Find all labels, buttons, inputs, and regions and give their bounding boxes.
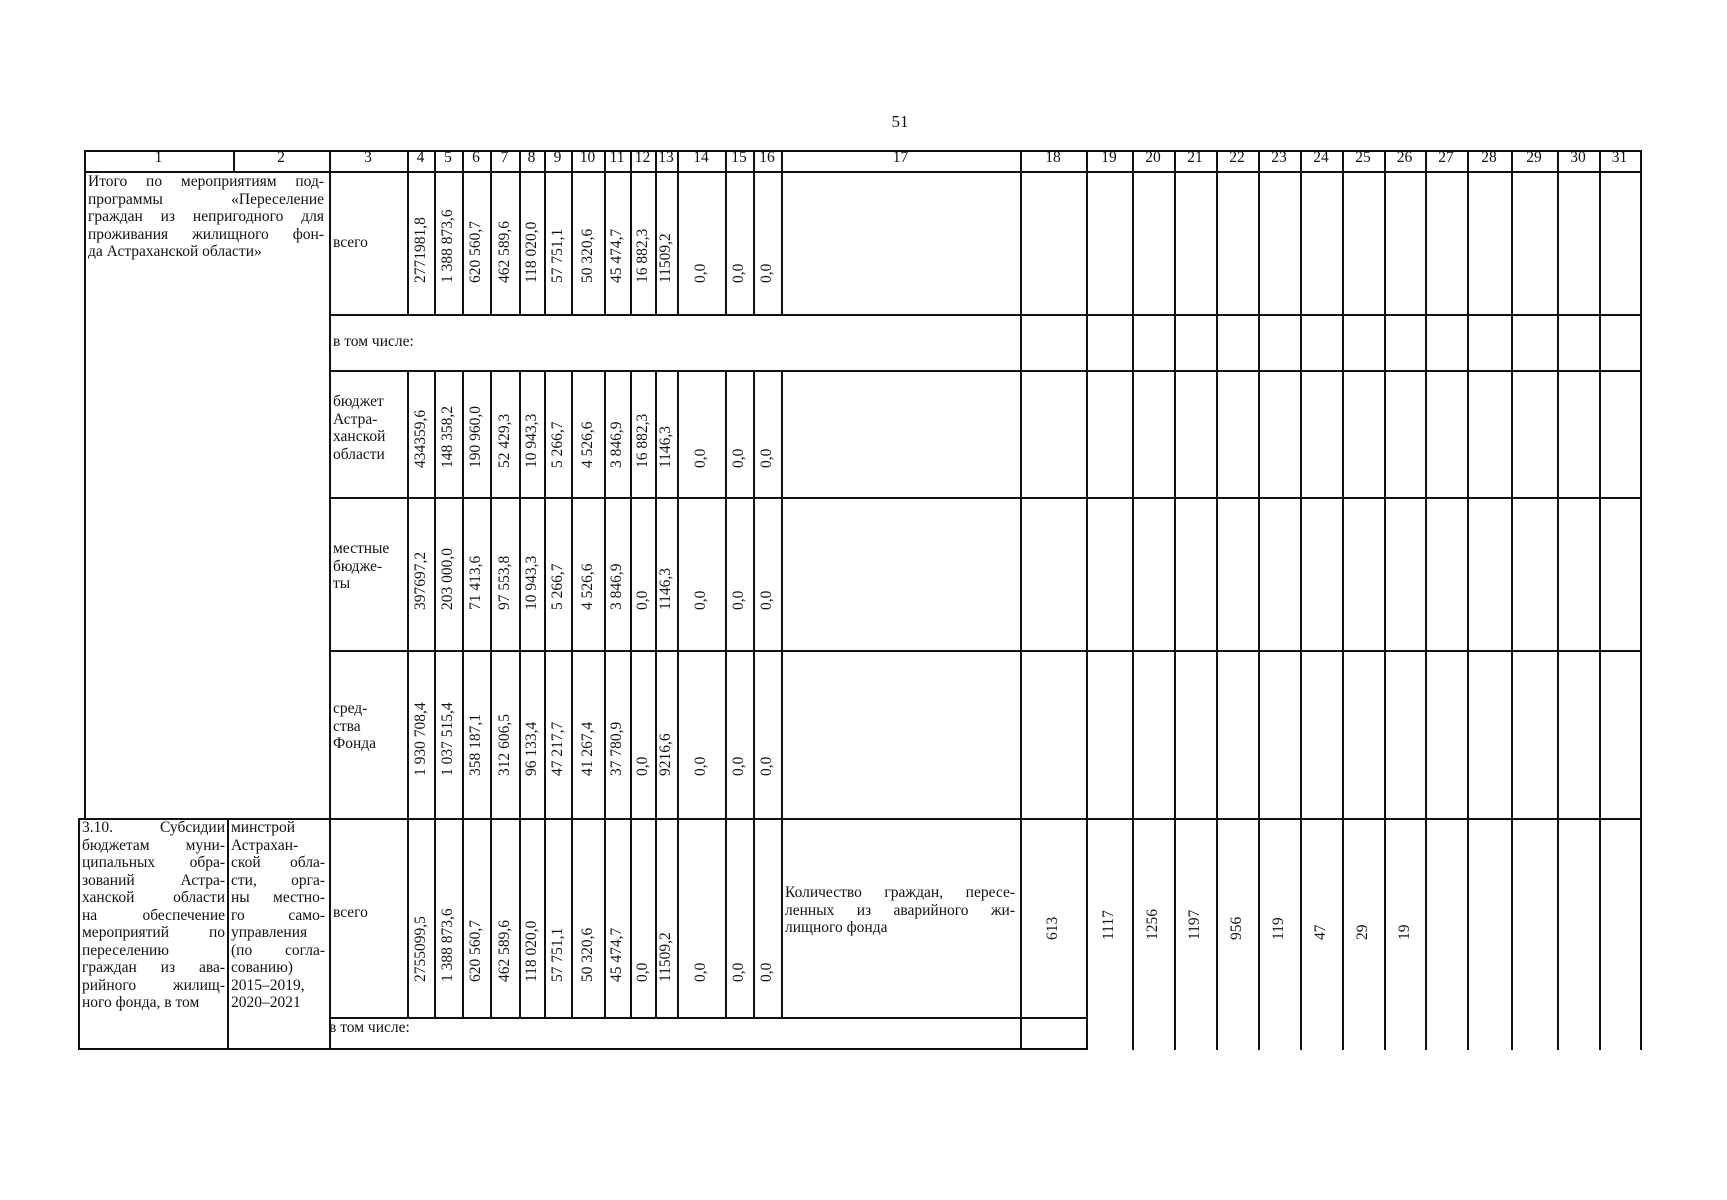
page-number: 51 [891,112,909,131]
table-rule [407,818,409,1019]
amount-value: 97 553,8 [495,555,513,610]
amount-value: 16 882,3 [633,228,651,283]
table-rule [519,171,521,314]
amount-value: 462 589,6 [495,920,513,982]
column-number: 30 [1570,149,1586,166]
table-rule [407,370,409,818]
column-number: 18 [1045,149,1061,166]
amount-value: 1 388 873,6 [439,209,456,283]
amount-value: 434359,6 [411,409,429,468]
table-rule [1174,171,1176,818]
table-rule [1132,818,1134,1050]
amount-value: 1 037 515,4 [439,702,456,776]
table-rule [753,370,755,818]
table-rule [519,370,521,818]
table-rule [630,370,632,818]
table-rule [1132,171,1134,818]
amount-value: 11509,2 [657,233,674,283]
table-rule [1258,171,1260,818]
table-rule [329,1017,1022,1019]
table-rule [329,650,1642,652]
column-number: 11 [609,149,625,166]
block2-executor: минстрой Астрахан- ской обла- сти, орга- ны местно- го само- управления (по согла- сованию) 2015–2019, 2020–2021 [231,819,325,1011]
block2-title: 3.10. Субсидии бюджетам муни- ципальных обра- зований Астра- ханской области на обеспечение мероприятий по переселению граждан из ава- рийного жилищ- ного фонда, в том [82,819,225,1011]
table-rule [1342,818,1344,1050]
amount-value: 1 388 873,6 [439,908,456,982]
column-number: 5 [444,149,452,166]
amount-value: 50 320,6 [578,927,596,982]
column-number: 23 [1271,149,1287,166]
table-rule [329,370,1642,372]
indicator-value: 19 [1395,924,1413,940]
table-rule [1640,818,1642,1050]
column-number: 4 [416,149,425,166]
table-rule [1467,171,1469,818]
table-rule [604,171,606,314]
amount-value: 3 846,9 [608,421,625,468]
table-rule [604,370,606,818]
column-number: 1 [154,149,163,166]
table-rule [725,818,727,1019]
amount-value: 57 751,1 [548,228,566,283]
table-rule [1425,818,1427,1050]
funding-source-label: всего [333,234,368,251]
column-number: 21 [1187,149,1203,166]
amount-value: 1 930 708,4 [411,702,429,776]
amount-value: 0,0 [730,590,747,610]
indicator-value: 613 [1044,916,1061,940]
indicator-value: 1117 [1100,910,1117,940]
column-number: 22 [1229,149,1245,166]
column-number: 9 [553,149,562,166]
table-rule [1020,314,1642,316]
table-rule [434,171,436,314]
table-rule [329,171,331,818]
table-rule [1216,171,1218,818]
table-rule [490,818,492,1019]
table-rule [655,818,657,1019]
amount-value: 0,0 [758,448,775,468]
amount-value: 0,0 [692,590,709,610]
amount-value: 4 526,6 [578,421,596,468]
amount-value: 0,0 [692,756,709,776]
amount-value: 11509,2 [657,932,674,982]
column-number: 12 [634,149,651,166]
table-rule [1384,818,1386,1050]
amount-value: 50 320,6 [578,228,596,283]
table-rule [407,171,409,314]
indicator-value: 29 [1354,924,1371,940]
amount-value: 0,0 [758,590,775,610]
amount-value: 4 526,6 [578,563,596,610]
table-rule [630,171,632,314]
table-rule [1640,150,1642,173]
amount-value: 96 133,4 [522,721,540,776]
table-rule [1020,1017,1088,1019]
table-rule [1300,171,1302,818]
amount-value: 1146,3 [657,425,674,468]
column-number: 31 [1611,149,1628,166]
table-rule [1020,314,1022,370]
column-number: 6 [472,149,480,166]
amount-value: 5 266,7 [548,421,566,468]
column-number: 19 [1101,149,1117,166]
column-number: 25 [1355,149,1371,166]
indicator-value: 1256 [1144,909,1161,940]
amount-value: 118 020,0 [522,920,540,982]
indicator-value: 956 [1228,916,1245,940]
indicator-name: Количество граждан, пересе- ленных из аварийного жи- лищного фонда [785,884,1015,936]
table-rule [1425,171,1427,818]
funding-source-label: бюджет Астра- ханской области [333,393,386,463]
table-rule [1300,818,1302,1050]
column-number: 26 [1396,149,1413,166]
amount-value: 0,0 [633,590,651,610]
indicator-value: 47 [1312,924,1329,940]
amount-value: 45 474,7 [608,927,625,982]
block1-title: Итого по мероприятиям под- программы «Переселение граждан из непригодного для проживания жилищного фон- да Астраханской области» [88,173,324,260]
amount-value: 16 882,3 [633,413,651,468]
amount-value: 45 474,7 [608,228,625,283]
amount-value: 190 960,0 [467,406,484,468]
amount-value: 0,0 [692,263,709,283]
amount-value: 47 217,7 [548,721,566,776]
indicator-value: 119 [1270,917,1287,940]
table-rule [1086,818,1088,1050]
amount-value: 2771981,8 [411,217,429,283]
column-number: 13 [658,149,674,166]
table-rule [1174,818,1176,1050]
amount-value: 620 560,7 [467,920,484,982]
amount-value: 462 589,6 [495,221,513,283]
amount-value: 0,0 [633,962,651,982]
table-rule [519,818,521,1019]
table-rule [781,370,783,818]
table-rule [1216,818,1218,1050]
table-rule [1599,171,1601,818]
table-rule [677,171,679,314]
amount-value: 3 846,9 [608,563,625,610]
table-rule [78,818,80,1050]
table-rule [462,370,464,818]
amount-value: 203 000,0 [439,548,456,610]
table-rule [227,818,229,1050]
table-rule [781,171,783,314]
table-rule [1557,818,1559,1050]
amount-value: 2755099,5 [411,916,429,982]
table-rule [1384,171,1386,818]
amount-value: 37 780,9 [608,721,625,776]
amount-value: 0,0 [730,448,747,468]
table-rule [725,171,727,314]
table-rule [1020,370,1022,818]
table-rule [544,171,546,314]
amount-value: 10 943,3 [522,413,540,468]
table-rule [630,818,632,1019]
table-rule [1467,818,1469,1050]
amount-value: 10 943,3 [522,555,540,610]
amount-value: 0,0 [758,263,775,283]
amount-value: 0,0 [692,962,709,982]
column-number: 29 [1526,149,1542,166]
amount-value: 0,0 [633,756,651,776]
amount-value: 0,0 [730,263,747,283]
column-number: 8 [527,149,536,166]
table-rule [571,171,573,314]
amount-value: 9216,6 [657,733,674,776]
amount-value: 0,0 [758,756,775,776]
funding-source-label: всего [333,904,368,921]
table-rule [1086,171,1088,818]
column-number: 27 [1438,149,1454,166]
amount-value: 57 751,1 [548,927,566,982]
amount-value: 5 266,7 [548,563,566,610]
column-number: 15 [731,149,747,166]
table-rule [434,370,436,818]
table-bottom-rule [78,1048,1088,1050]
column-number: 17 [892,149,909,166]
table-rule [84,171,86,818]
table-rule [462,171,464,314]
table-rule [490,370,492,818]
funding-source-label: сред- ства Фонда [333,700,377,752]
amount-value: 312 606,5 [495,714,513,776]
amount-value: 1146,3 [657,567,674,610]
amount-value: 397697,2 [411,551,429,610]
including-label: в том числе: [333,333,414,350]
table-rule [1342,171,1344,818]
table-rule [490,171,492,314]
table-rule [571,818,573,1019]
table-rule [329,497,1642,499]
table-rule [1640,171,1642,818]
table-rule [329,818,331,1050]
table-rule [1258,818,1260,1050]
amount-value: 0,0 [758,962,775,982]
amount-value: 71 413,6 [467,555,484,610]
table-rule [753,818,755,1019]
amount-value: 0,0 [730,756,747,776]
column-number: 16 [759,149,775,166]
table-rule [329,314,1022,316]
table-rule [571,370,573,818]
column-number: 24 [1313,149,1329,166]
column-number: 14 [693,149,709,166]
table-rule [1557,171,1559,818]
table-rule [1020,171,1022,314]
column-number: 28 [1481,149,1497,166]
table-rule [1511,171,1513,818]
table-rule [434,818,436,1019]
column-number: 10 [579,149,596,166]
table-rule [753,171,755,314]
column-number: 7 [500,149,509,166]
table-rule [1020,818,1022,1050]
amount-value: 0,0 [730,962,747,982]
funding-source-label: местные бюдже- ты [333,540,390,592]
table-rule [544,370,546,818]
amount-value: 620 560,7 [467,221,484,283]
amount-value: 0,0 [692,448,709,468]
column-number: 2 [277,149,285,166]
column-number: 20 [1145,149,1161,166]
amount-value: 52 429,3 [495,413,513,468]
table-rule [462,818,464,1019]
table-rule [1599,818,1601,1050]
table-rule [1511,818,1513,1050]
amount-value: 358 187,1 [467,714,484,776]
table-rule [677,370,679,818]
table-rule [604,818,606,1019]
amount-value: 118 020,0 [522,221,540,283]
table-rule [781,818,783,1019]
table-rule [677,818,679,1019]
table-rule [725,370,727,818]
table-rule [544,818,546,1019]
amount-value: 148 358,2 [439,406,456,468]
indicator-value: 1197 [1186,909,1203,940]
amount-value: 41 267,4 [578,721,596,776]
including-label: в том числе: [329,1019,410,1036]
column-number: 3 [364,149,372,166]
